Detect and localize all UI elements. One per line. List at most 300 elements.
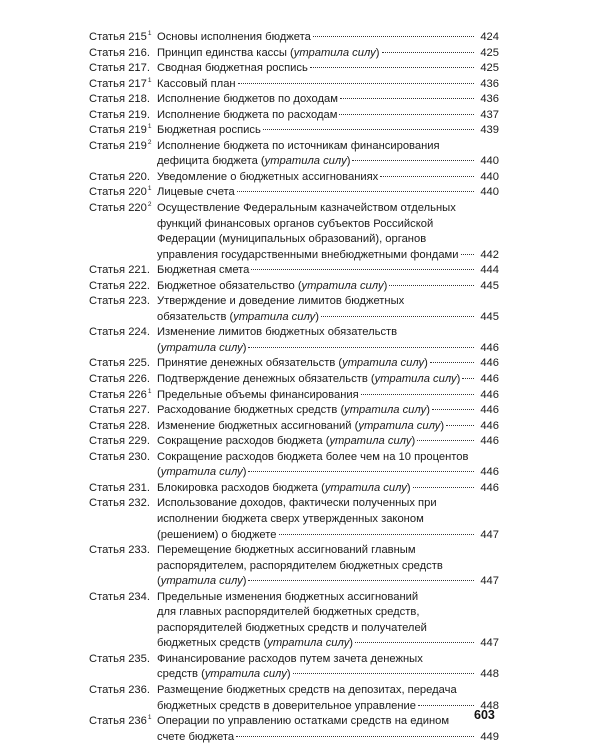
article-number: [89, 201, 157, 217]
title-segment: Изменение бюджетных ассигнований (: [157, 419, 359, 432]
title-text: [157, 108, 337, 124]
title-line: [157, 263, 499, 279]
toc-entry: [89, 294, 499, 325]
title-segment: ): [424, 357, 428, 370]
entry-title: [157, 139, 499, 170]
toc-entry: [89, 30, 499, 46]
entry-title: [157, 46, 499, 62]
title-text: [157, 544, 416, 556]
title-segment: (: [157, 466, 161, 479]
title-text: [157, 310, 319, 326]
page-ref: 447: [480, 575, 499, 588]
article-number: [89, 590, 157, 606]
article-num: 226: [128, 388, 147, 401]
article-superscript: 1: [147, 76, 152, 84]
article-number: [89, 263, 157, 279]
title-text: [157, 154, 350, 170]
title-segment: Принцип единства кассы (: [157, 46, 294, 59]
page-ref: 425: [480, 46, 499, 59]
title-segment: распорядителей бюджетных средств и получателей: [157, 621, 427, 634]
title-text: [157, 481, 411, 497]
title-line: [157, 325, 499, 341]
dot-leader: [248, 347, 474, 348]
article-word: Статья: [89, 357, 126, 370]
title-text: [157, 513, 424, 525]
toc-entry: [89, 201, 499, 263]
article-word: Статья: [89, 590, 126, 603]
dot-leader: [321, 316, 474, 317]
page-ref: 445: [480, 279, 499, 292]
title-text: [157, 528, 277, 544]
page-ref: 446: [480, 388, 499, 401]
article-num: 222.: [128, 279, 150, 292]
article-word: Статья: [89, 326, 126, 339]
title-segment: ): [383, 279, 388, 292]
article-superscript: 2: [147, 201, 152, 209]
toc-entry: [89, 279, 499, 295]
title-segment: Предельные изменения бюджетных ассигнований: [157, 590, 419, 603]
toc-entry: [89, 403, 499, 419]
dot-leader: [237, 191, 474, 192]
repealed-note: утратила силу: [358, 419, 441, 432]
dot-leader: [461, 254, 475, 255]
title-text: [157, 591, 418, 603]
title-segment: счете бюджета: [157, 730, 235, 743]
repealed-note: утратила силу: [374, 373, 457, 386]
entry-title: [157, 450, 499, 481]
dot-leader: [432, 409, 474, 410]
article-word: Статья: [89, 373, 126, 386]
title-line: [157, 574, 499, 590]
page-ref: 448: [480, 668, 499, 681]
article-num: 233.: [128, 544, 150, 557]
title-segment: Осуществление Федеральным казначейством отдельных: [157, 202, 456, 215]
article-num: 236: [128, 715, 147, 728]
toc-entry: [89, 372, 499, 388]
toc-entry: [89, 356, 499, 372]
entry-title: [157, 30, 499, 46]
article-word: Статья: [89, 435, 126, 448]
entry-title: [157, 683, 499, 714]
title-segment: ): [242, 341, 247, 354]
page-ref: 446: [480, 466, 499, 479]
page-ref: 446: [480, 419, 499, 432]
article-superscript: 1: [147, 123, 152, 131]
article-number: [89, 652, 157, 668]
article-word: Статья: [89, 652, 126, 665]
page-ref: 444: [480, 264, 499, 277]
title-segment: Исполнение бюджета по расходам: [157, 108, 338, 121]
toc-entry: [89, 61, 499, 77]
toc-entry: [89, 325, 499, 356]
title-segment: ): [440, 419, 445, 432]
article-number: [89, 419, 157, 435]
title-text: [157, 30, 311, 46]
article-num: 220: [128, 186, 147, 199]
title-line: [157, 108, 499, 124]
dot-leader: [313, 36, 474, 37]
title-line: [157, 450, 499, 466]
toc-entry: [89, 714, 499, 745]
article-num: 221.: [128, 264, 150, 277]
title-text: [157, 77, 236, 93]
entry-title: [157, 201, 499, 263]
title-text: [157, 140, 440, 152]
title-segment: для главных распорядителей бюджетных средств,: [157, 606, 420, 619]
title-line: [157, 667, 499, 683]
title-segment: Перемещение бюджетных ассигнований главным: [157, 544, 416, 557]
article-number: [89, 170, 157, 186]
title-segment: ): [406, 481, 411, 494]
article-word: Статья: [89, 31, 126, 43]
article-num: 225.: [128, 357, 150, 370]
title-line: [157, 590, 499, 606]
toc-entry: [89, 543, 499, 590]
article-num: 216.: [128, 46, 150, 59]
dot-leader: [389, 285, 474, 286]
article-num: 234.: [128, 590, 150, 603]
page-ref: 436: [480, 93, 499, 106]
dot-leader: [238, 83, 474, 84]
entry-title: [157, 108, 499, 124]
repealed-note: утратила силу: [293, 46, 376, 59]
title-segment: ): [456, 373, 461, 386]
title-text: [157, 699, 416, 715]
repealed-note: утратила силу: [324, 481, 407, 494]
title-text: [157, 434, 415, 450]
title-line: [157, 30, 499, 46]
title-segment: (решением) о бюджете: [157, 528, 277, 541]
repealed-note: утратила силу: [160, 466, 243, 479]
toc-entry: [89, 46, 499, 62]
title-line: [157, 481, 499, 497]
title-line: [157, 201, 499, 217]
entry-title: [157, 652, 499, 683]
title-line: [157, 139, 499, 155]
article-superscript: 1: [147, 387, 152, 395]
title-line: [157, 372, 499, 388]
entry-title: [157, 123, 499, 139]
title-segment: Расходование бюджетных средств (: [157, 404, 345, 417]
title-segment: Операции по управлению остатками средств на едином: [157, 715, 450, 728]
title-segment: ): [242, 466, 247, 479]
page-ref: 424: [480, 31, 499, 43]
repealed-note: утратила силу: [160, 341, 243, 354]
page-ref: 447: [480, 528, 499, 541]
page-ref: 440: [480, 170, 499, 183]
dot-leader: [340, 98, 474, 99]
title-text: [157, 170, 378, 186]
article-number: [89, 388, 157, 404]
title-text: [157, 451, 468, 463]
page-ref: 425: [480, 62, 499, 75]
page-number: 603: [474, 708, 495, 722]
repealed-note: утратила силу: [301, 279, 384, 292]
article-number: [89, 325, 157, 341]
dot-leader: [293, 673, 474, 674]
title-segment: ): [426, 404, 430, 417]
toc-entry: [89, 388, 499, 404]
toc-entry: [89, 170, 499, 186]
title-segment: функций финансовых органов субъектов Российской: [157, 217, 434, 230]
article-word: Статья: [89, 62, 126, 75]
title-segment: ): [242, 575, 247, 588]
title-segment: Основы исполнения бюджета: [157, 31, 311, 43]
title-line: [157, 356, 499, 372]
toc-entry: [89, 185, 499, 201]
title-text: [157, 684, 457, 696]
title-segment: (: [157, 341, 161, 354]
page-ref: 449: [480, 730, 499, 743]
article-number: [89, 714, 157, 730]
toc-entry: [89, 139, 499, 170]
dot-leader: [339, 114, 474, 115]
article-word: Статья: [89, 450, 126, 463]
repealed-note: утратила силу: [264, 155, 347, 168]
title-segment: ): [286, 668, 291, 681]
page-ref: 446: [480, 404, 499, 417]
article-number: [89, 185, 157, 201]
title-line: [157, 683, 499, 699]
title-line: [157, 434, 499, 450]
dot-leader: [430, 362, 474, 363]
article-number: [89, 92, 157, 108]
repealed-note: утратила силу: [267, 637, 350, 650]
title-text: [157, 123, 261, 139]
article-word: Статья: [89, 544, 126, 557]
article-number: [89, 123, 157, 139]
page-ref: 446: [480, 481, 499, 494]
article-num: 220.: [128, 170, 150, 183]
title-segment: обязательств (: [157, 310, 234, 323]
toc-entry: [89, 481, 499, 497]
entry-title: [157, 170, 499, 186]
title-segment: управления государственными внебюджетными фондами: [157, 248, 459, 261]
title-segment: Кассовый план: [157, 77, 236, 90]
article-number: [89, 279, 157, 295]
title-line: [157, 543, 499, 559]
page-ref: 446: [480, 357, 499, 370]
entry-title: [157, 325, 499, 356]
dot-leader: [279, 534, 474, 535]
title-line: [157, 123, 499, 139]
title-line: [157, 636, 499, 652]
title-line: [157, 248, 499, 264]
title-text: [157, 465, 246, 481]
title-segment: Блокировка расходов бюджета (: [157, 481, 325, 494]
article-number: [89, 30, 157, 46]
title-line: [157, 46, 499, 62]
title-segment: Исполнение бюджетов по доходам: [157, 93, 338, 106]
dot-leader: [236, 736, 474, 737]
article-word: Статья: [89, 404, 126, 417]
article-word: Статья: [89, 295, 126, 308]
title-text: [157, 388, 359, 404]
article-number: [89, 77, 157, 93]
page-ref: 442: [480, 248, 499, 261]
title-text: [157, 730, 234, 746]
entry-title: [157, 279, 499, 295]
dot-leader: [382, 52, 475, 53]
article-number: [89, 372, 157, 388]
page-ref: 440: [480, 186, 499, 199]
title-segment: ): [411, 435, 416, 448]
article-num: 229.: [128, 435, 150, 448]
title-segment: Использование доходов, фактически полученных при: [157, 497, 437, 510]
article-number: [89, 403, 157, 419]
article-num: 230.: [128, 450, 150, 463]
page-ref: 446: [480, 435, 499, 448]
title-segment: Утверждение и доведение лимитов бюджетных: [157, 295, 405, 308]
article-num: 226.: [128, 373, 150, 386]
article-word: Статья: [89, 264, 126, 277]
article-word: Статья: [89, 388, 126, 401]
title-line: [157, 77, 499, 93]
title-segment: Изменение лимитов бюджетных обязательств: [157, 326, 398, 339]
title-line: [157, 154, 499, 170]
title-text: [157, 233, 426, 245]
title-text: [157, 606, 419, 618]
article-number: [89, 683, 157, 699]
title-segment: Сокращение расходов бюджета (: [157, 435, 330, 448]
repealed-note: утратила силу: [344, 404, 427, 417]
article-number: [89, 108, 157, 124]
table-of-contents: [89, 30, 499, 745]
title-text: [157, 185, 235, 201]
title-text: [157, 419, 444, 435]
title-line: [157, 730, 499, 746]
title-text: [157, 715, 449, 727]
dot-leader: [248, 471, 474, 472]
title-segment: (: [157, 575, 161, 588]
article-num: 219: [128, 124, 147, 137]
title-text: [157, 279, 387, 295]
title-text: [157, 653, 423, 665]
page-ref: 439: [480, 124, 499, 137]
title-line: [157, 528, 499, 544]
title-text: [157, 356, 428, 372]
article-number: [89, 434, 157, 450]
dot-leader: [310, 67, 474, 68]
title-text: [157, 263, 249, 279]
title-segment: Размещение бюджетных средств на депозитах, передача: [157, 683, 457, 696]
title-segment: ): [375, 46, 380, 59]
article-num: 227.: [128, 404, 150, 417]
article-word: Статья: [89, 202, 126, 215]
entry-title: [157, 714, 499, 745]
title-text: [157, 46, 380, 62]
title-text: [157, 636, 353, 652]
article-word: Статья: [89, 124, 126, 137]
entry-title: [157, 92, 499, 108]
toc-entry: [89, 652, 499, 683]
title-text: [157, 497, 437, 509]
dot-leader: [352, 160, 474, 161]
dot-leader: [361, 394, 474, 395]
title-line: [157, 652, 499, 668]
title-line: [157, 419, 499, 435]
dot-leader: [417, 440, 474, 441]
dot-leader: [418, 705, 474, 706]
dot-leader: [413, 487, 474, 488]
title-text: [157, 61, 308, 77]
title-segment: средств (: [157, 668, 205, 681]
title-line: [157, 217, 499, 233]
toc-entry: [89, 590, 499, 652]
title-segment: Финансирование расходов путем зачета денежных: [157, 652, 423, 665]
toc-entry: [89, 123, 499, 139]
title-segment: бюджетных средств (: [157, 637, 268, 650]
article-word: Статья: [89, 93, 126, 106]
article-number: [89, 450, 157, 466]
article-num: 224.: [128, 326, 150, 339]
title-segment: Лицевые счета: [157, 186, 235, 199]
dot-leader: [380, 176, 474, 177]
title-segment: Принятие денежных обязательств (: [157, 357, 343, 370]
title-line: [157, 559, 499, 575]
toc-entry: [89, 419, 499, 435]
page-ref: 440: [480, 155, 499, 168]
article-number: [89, 139, 157, 155]
title-line: [157, 605, 499, 621]
article-num: 219: [128, 139, 147, 152]
entry-title: [157, 403, 499, 419]
title-line: [157, 294, 499, 310]
title-line: [157, 388, 499, 404]
article-num: 236.: [128, 683, 150, 696]
article-superscript: 1: [147, 185, 152, 193]
article-num: 228.: [128, 419, 150, 432]
title-segment: Подтверждение денежных обязательств (: [157, 373, 375, 386]
title-text: [157, 667, 291, 683]
entry-title: [157, 77, 499, 93]
page-ref: 447: [480, 637, 499, 650]
title-segment: Бюджетная смета: [157, 264, 250, 277]
entry-title: [157, 372, 499, 388]
title-line: [157, 512, 499, 528]
article-superscript: 1: [147, 30, 152, 37]
entry-title: [157, 61, 499, 77]
title-line: [157, 403, 499, 419]
title-text: [157, 403, 430, 419]
repealed-note: утратила силу: [160, 575, 243, 588]
article-word: Статья: [89, 419, 126, 432]
title-line: [157, 310, 499, 326]
entry-title: [157, 356, 499, 372]
article-number: [89, 294, 157, 310]
page-ref: 448: [480, 699, 499, 712]
title-segment: распорядителем, распорядителем бюджетных средств: [157, 559, 443, 572]
title-text: [157, 574, 246, 590]
article-num: 217.: [128, 62, 150, 75]
entry-title: [157, 419, 499, 435]
article-number: [89, 543, 157, 559]
entry-title: [157, 388, 499, 404]
title-line: [157, 714, 499, 730]
title-text: [157, 560, 443, 572]
toc-entry: [89, 108, 499, 124]
title-segment: ): [346, 155, 351, 168]
entry-title: [157, 496, 499, 543]
page-ref: 445: [480, 310, 499, 323]
article-num: 220: [128, 202, 147, 215]
repealed-note: утратила силу: [342, 357, 425, 370]
article-word: Статья: [89, 497, 126, 510]
title-segment: бюджетных средств в доверительное управление: [157, 699, 416, 712]
dot-leader: [263, 129, 474, 130]
page-ref: 446: [480, 341, 499, 354]
article-num: 215: [128, 31, 147, 43]
